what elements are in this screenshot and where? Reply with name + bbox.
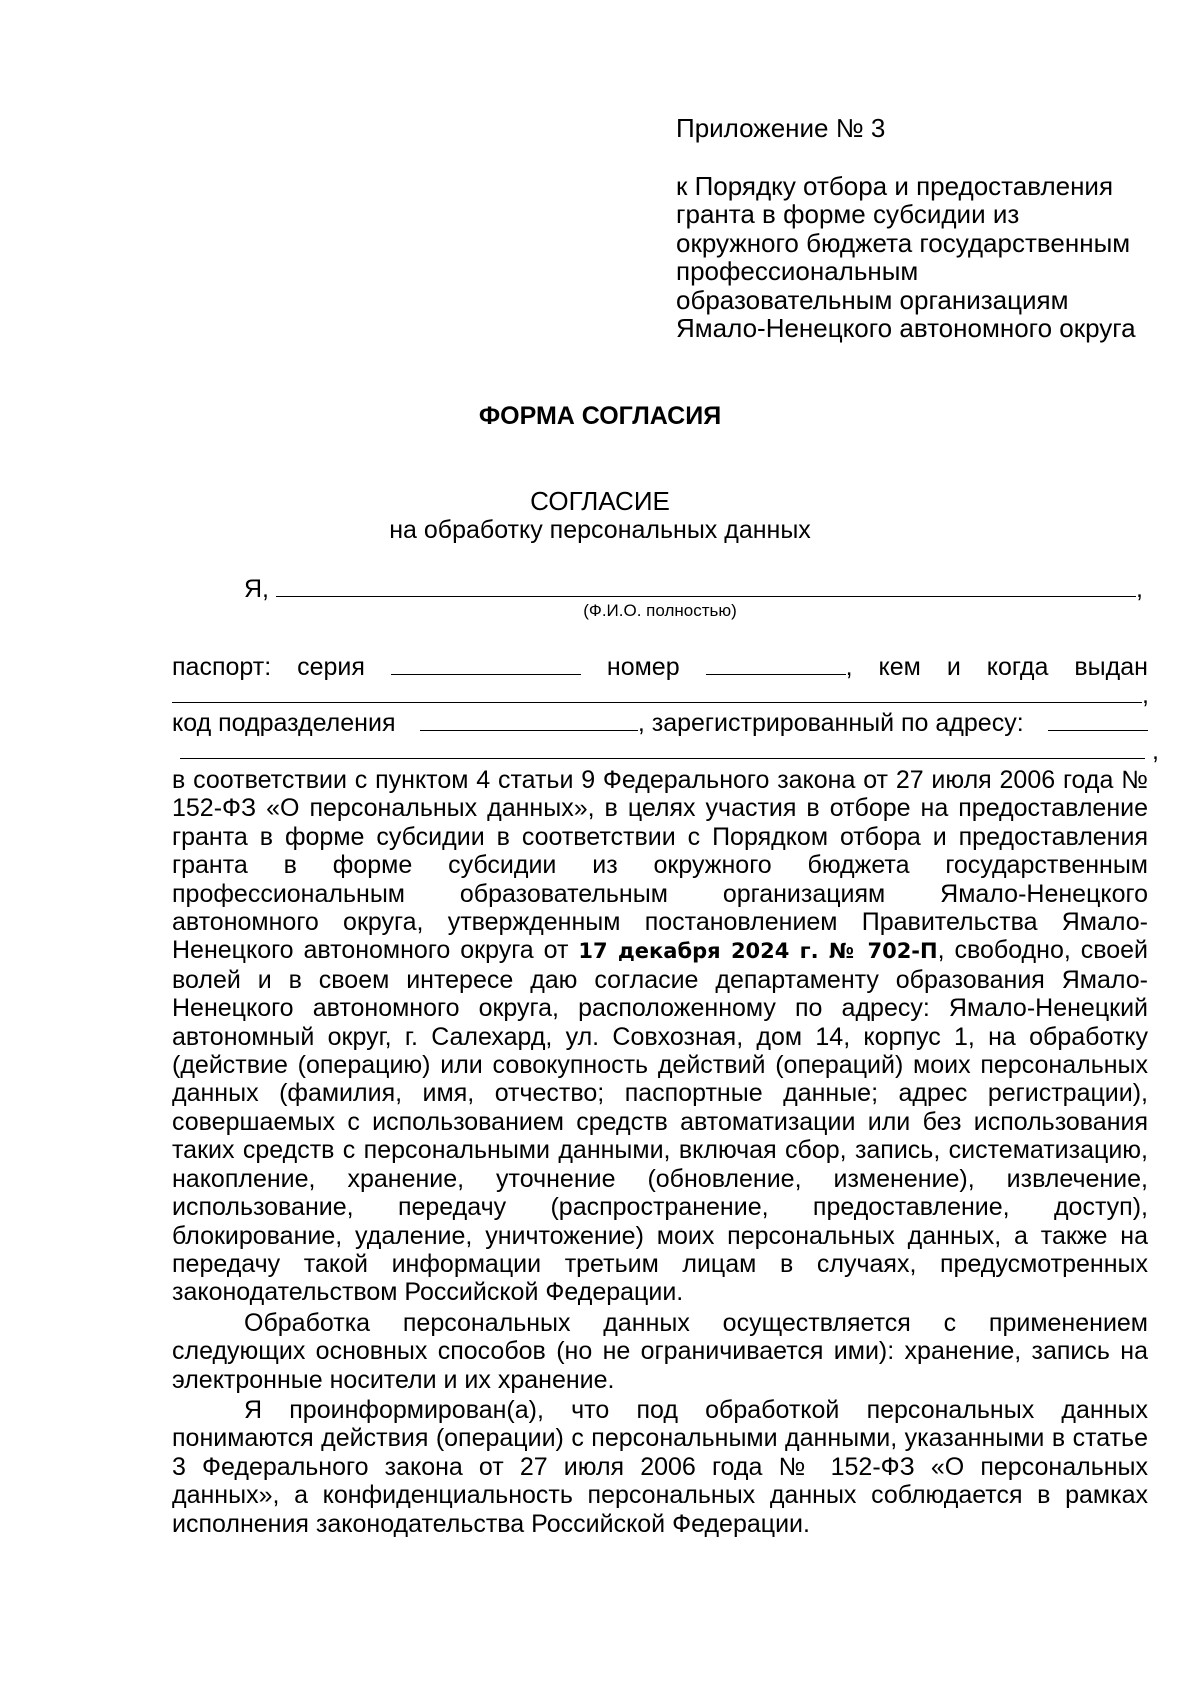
- consent-paragraph: [172, 766, 1148, 1307]
- consent-subtitle: на обработку персональных данных: [389, 516, 811, 544]
- passport-series-field[interactable]: [391, 652, 581, 675]
- appendix-line: гранта в форме субсидии из: [676, 199, 1020, 229]
- fio-hint: (Ф.И.О. полностью): [583, 601, 737, 620]
- appendix-line: окружного бюджета государственным: [676, 227, 1131, 258]
- passport-row: паспорт: серия номер , кем и когда выдан: [172, 653, 1148, 681]
- appendix-number: Приложение № 3: [676, 113, 886, 143]
- division-code-field[interactable]: [420, 708, 638, 731]
- fio-row: [244, 574, 1143, 604]
- code-label: код подразделения: [172, 709, 396, 737]
- consent-title: СОГЛАСИЕ: [530, 486, 670, 516]
- issued-word: и: [946, 653, 961, 681]
- issued-by-field[interactable]: [172, 680, 1142, 703]
- appendix-header: [676, 114, 1156, 343]
- paragraph-text: , свободно, своей волей и в своем интересе даю согласие департаменту образования Ямало-Ненецкого автономного округа, расположенному по адресу: Ямало-Ненецкий автономный округ, г. Салехард, ул. Совхозная, дом 14, корпус 1, на обработку (действие (операцию) или совокупность действий (операций) моих персональных данных (фамилия, имя, отчество; паспортные данные; адрес регистрации), совершаемых с использованием средств автоматизации или без использования таких средств с персональными данными, включая сбор, запись, систематизацию, накопление, хранение, уточнение (обновление, изменение), извлечение, использование, передачу (распространение, предоставление, доступ), блокирование, удаление, уничтожение) моих персональных данных, а также на передачу такой информации третьим лицам в случаях, предусмотренных законодательством Российской Федерации.: [172, 936, 1148, 1307]
- appendix-line: Ямало-Ненецкого автономного округа: [676, 313, 1136, 343]
- registered-label: , зарегистрированный по адресу:: [637, 709, 1024, 737]
- issued-by-row: ,: [172, 680, 1152, 710]
- appendix-line: профессиональным: [676, 256, 919, 286]
- paragraph-text: в соответствии с пунктом 4 статьи 9 Федерального закона от 27 июля 2006 года № 152-ФЗ «О персональных данных», в целях участия в отборе на предоставление гранта в форме субсидии в соответствии с Порядком отбора и предоставления гранта в форме субсидии из окружного бюджета государственным профессиональным образовательным организациям Ямало-Ненецкого автономного округа, утвержденным постановлением Правительства Ямало-Ненецкого автономного округа от: [172, 766, 1148, 965]
- address-field[interactable]: [1048, 708, 1148, 731]
- passport-label: паспорт:: [172, 653, 272, 681]
- informed-paragraph: Я проинформирован(а), что под обработкой персональных данных понимаются действия (операции) с персональными данными, указанными в статье 3 Федерального закона от 27 июля 2006 года № 152-ФЗ «О персональных данных», а конфиденциальность персональных данных соблюдается в рамках исполнения законодательства Российской Федерации.: [172, 1395, 1148, 1538]
- passport-number-field[interactable]: [706, 652, 846, 675]
- decree-reference: 17 декабря 2024 г. № 702-П: [578, 939, 938, 964]
- processing-methods-paragraph: Обработка персональных данных осуществляется с применением следующих основных способов (но не ограничивается ими): хранение, запись на электронные носители и их хранение.: [172, 1308, 1148, 1394]
- issued-word: когда: [986, 653, 1049, 681]
- form-title: ФОРМА СОГЛАСИЯ: [478, 402, 722, 430]
- fio-field[interactable]: [276, 574, 1136, 597]
- number-label: номер: [606, 653, 680, 681]
- issued-word: выдан: [1074, 653, 1148, 681]
- fio-prefix: Я,: [244, 575, 269, 603]
- address-field-continued[interactable]: [180, 736, 1145, 759]
- appendix-line: образовательным организациям: [676, 284, 1069, 315]
- series-label: серия: [297, 653, 365, 681]
- consent-body: [172, 766, 1148, 1538]
- fio-suffix: ,: [1135, 575, 1143, 603]
- appendix-line: к Порядку отбора и предоставления: [676, 170, 1114, 201]
- code-row: [172, 708, 1148, 738]
- issued-word: кем: [878, 653, 921, 681]
- address-row: ,: [172, 736, 1152, 766]
